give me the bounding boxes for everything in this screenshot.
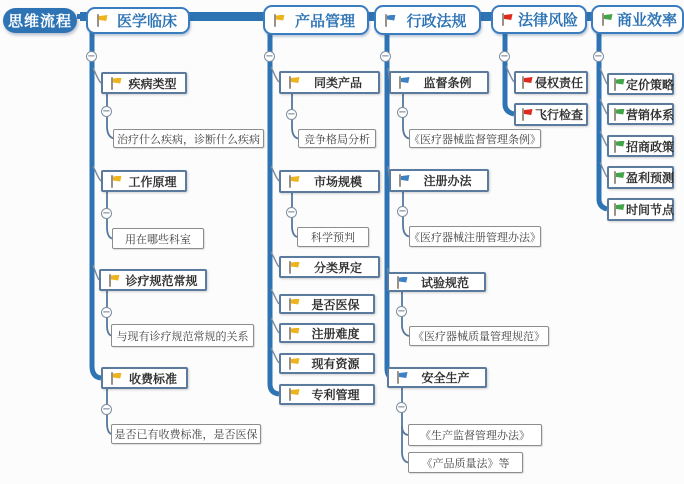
node-fee-standards[interactable] [101,367,188,389]
node-medical-clinical[interactable] [86,7,190,34]
note-label: 治疗什么疾病，诊断什么疾病 [117,132,260,146]
node-label: 产品管理 [294,11,355,30]
note-label: 《医疗器械注册管理办法》 [409,230,541,244]
flag-icon [500,13,513,26]
flag-icon [520,76,533,89]
note-fee-insurance[interactable] [111,424,261,444]
collapse-toggle[interactable]: − [87,51,96,62]
note-competition-analysis[interactable] [298,129,376,148]
flag-icon [395,276,408,289]
node-label: 专利管理 [311,388,360,402]
flag-icon [612,108,625,121]
collapse-toggle[interactable]: − [398,107,407,118]
note-registration-measures-doc[interactable] [409,226,541,247]
node-time-nodes[interactable] [607,198,674,221]
node-legal-risk[interactable] [491,5,587,34]
node-market-size[interactable] [279,170,380,193]
note-supervision-regulation-doc[interactable] [409,129,541,148]
node-label: 监督条例 [423,76,472,90]
note-label: 用在哪些科室 [125,232,191,246]
node-label: 定价策略 [626,77,675,92]
node-classification[interactable] [279,256,380,278]
flag-icon [272,14,285,27]
flag-icon [287,76,300,89]
note-product-quality-law-doc[interactable] [408,452,523,473]
node-label: 注册难度 [311,326,360,341]
node-label: 同类产品 [313,76,362,90]
node-product-management[interactable] [263,5,369,35]
node-label: 注册办法 [423,174,472,188]
note-departments[interactable] [112,228,204,249]
node-patent-management[interactable] [279,384,375,405]
flag-icon [287,261,300,274]
note-quality-management-doc[interactable] [409,326,549,346]
node-similar-products[interactable] [279,71,380,94]
flag-icon [287,388,300,401]
node-label: 是否医保 [311,297,360,312]
node-diagnosis-standards[interactable] [99,269,207,291]
root-label: 思维流程 [7,12,72,30]
flag-icon [109,372,122,385]
flag-icon [107,274,120,287]
note-production-supervision-doc[interactable] [408,424,542,446]
flag-icon [287,298,300,311]
node-label: 收费标准 [128,371,177,386]
node-label: 盈利预测 [626,171,675,185]
collapse-toggle[interactable]: − [398,206,407,217]
flag-icon [287,357,300,370]
node-label: 医学临床 [116,12,177,30]
note-treat-diagnose[interactable] [113,129,264,148]
node-disease-type[interactable] [101,72,187,94]
collapse-toggle[interactable]: − [594,51,603,62]
node-production-safety[interactable] [387,367,487,388]
node-label: 安全生产 [421,371,470,385]
node-label: 法律风险 [517,11,578,29]
note-label: 是否已有收费标准，是否医保 [114,428,258,441]
note-label: 《生产监督管理办法》 [420,429,530,442]
collapse-toggle[interactable]: − [397,402,406,413]
node-label: 营销体系 [626,107,675,122]
flag-icon [612,203,625,216]
node-label: 商业效率 [617,11,678,29]
root-node[interactable] [3,8,77,33]
node-supervision-regulations[interactable] [389,71,489,94]
flag-icon [612,171,625,184]
node-label: 时间节点 [626,203,675,217]
node-label: 行政法规 [406,11,467,30]
node-label: 分类界定 [313,260,362,275]
collapse-toggle[interactable]: − [287,207,296,218]
collapse-toggle[interactable]: − [397,306,406,317]
flag-icon [287,327,300,340]
note-label: 《医疗器械质量管理规范》 [413,330,545,343]
note-label: 竞争格局分析 [304,132,370,146]
trunk-product [270,33,279,394]
node-pricing-strategy[interactable] [607,73,674,95]
node-admin-regulations[interactable] [374,5,481,35]
node-business-efficiency[interactable] [591,5,684,34]
collapse-toggle[interactable]: − [265,51,274,62]
flag-icon [600,13,613,26]
collapse-toggle[interactable]: − [102,106,111,117]
collapse-toggle[interactable]: − [102,307,111,318]
collapse-toggle[interactable]: − [102,404,111,415]
note-scientific-forecast[interactable] [297,227,369,247]
flag-icon [397,76,410,89]
node-trial-standards[interactable] [387,272,486,292]
node-profit-forecast[interactable] [607,166,674,189]
node-label: 招商政策 [626,139,675,154]
collapse-toggle[interactable]: − [381,51,390,62]
node-existing-resources[interactable] [279,353,375,374]
collapse-toggle[interactable]: − [102,208,111,219]
node-flight-inspection[interactable] [514,103,588,126]
flag-icon [383,14,396,27]
node-insurance-coverage[interactable] [279,294,375,314]
collapse-toggle[interactable]: − [287,109,296,120]
note-label: 《产品质量法》等 [421,456,510,470]
note-label: 科学预判 [311,231,355,244]
flag-icon [109,77,122,90]
node-investment-policy[interactable] [607,135,674,157]
collapse-toggle[interactable]: − [500,51,509,62]
flag-icon [395,371,408,384]
node-label: 现有资源 [311,357,360,371]
note-label: 《医疗器械监督管理条例》 [409,132,541,146]
flag-icon [397,174,410,187]
flag-icon [287,175,300,188]
flag-icon [520,108,533,121]
flag-icon [109,175,122,188]
note-standards-relation[interactable] [111,324,254,347]
node-label: 试验规范 [420,275,469,290]
node-label: 疾病类型 [128,76,177,91]
flag-icon [95,14,108,27]
node-infringement-liability[interactable] [514,71,588,94]
flag-icon [612,140,625,153]
node-registration-difficulty[interactable] [279,323,375,343]
node-label: 工作原理 [128,174,177,189]
node-working-principle[interactable] [101,170,187,192]
node-label: 侵权责任 [534,76,583,90]
node-label: 诊疗规范常规 [125,273,198,288]
node-marketing-system[interactable] [607,103,674,125]
node-label: 飞行检查 [534,108,583,122]
flag-icon [612,78,625,91]
node-label: 市场规模 [313,175,362,189]
node-registration-measures[interactable] [389,169,489,192]
note-label: 与现有诊疗规范常规的关系 [116,329,249,343]
